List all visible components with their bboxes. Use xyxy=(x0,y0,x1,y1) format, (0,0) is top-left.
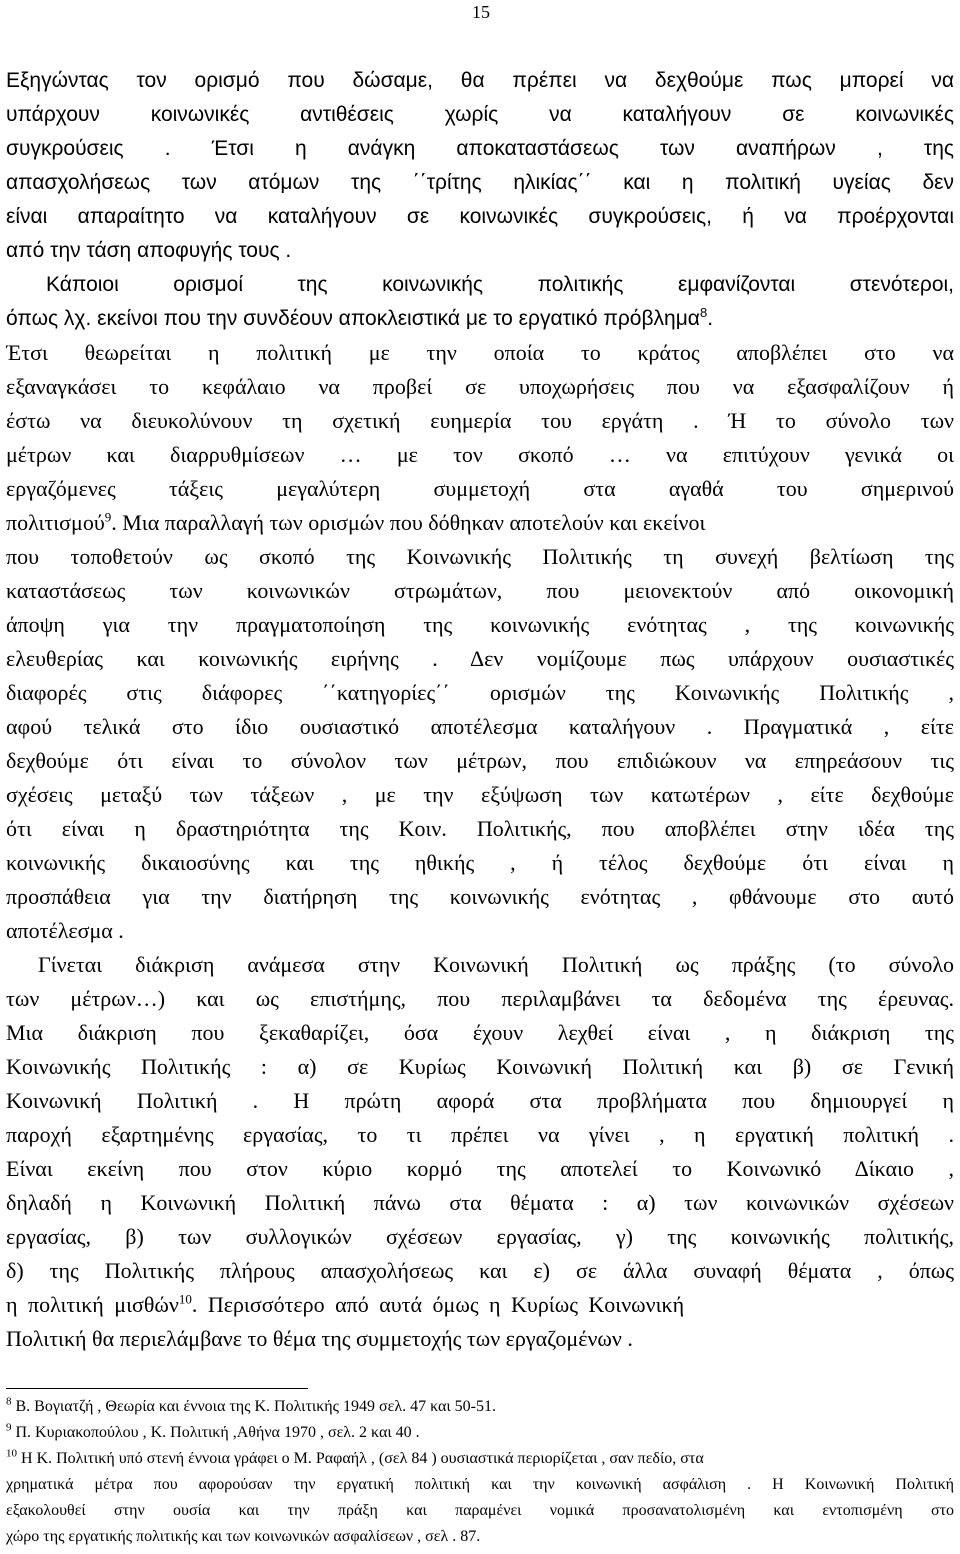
text-line: Έτσι θεωρείται η πολιτική με την οποία το κράτος αποβλέπει στο να xyxy=(6,340,954,365)
text-line: αποτέλεσμα . xyxy=(6,918,124,943)
text-line: που τοποθετούν ως σκοπό της Κοινωνικής Πολιτικής τη συνεχή βελτίωση της xyxy=(6,544,954,569)
line-text: όπως λχ. εκείνοι που την συνδέουν αποκλειστικά με το εργατικό πρόβλημα xyxy=(6,307,700,330)
text-line xyxy=(6,506,954,540)
text-line: Εξηγώντας τον ορισμό που δώσαμε, θα πρέπει να δεχθούμε πως μπορεί να xyxy=(6,69,954,92)
footnote-text: Β. Βογιατζή , Θεωρία και έννοια της Κ. Πολιτικής 1949 σελ. 47 και 50-51. xyxy=(15,1398,497,1415)
line-text: . Μια παραλλαγή των ορισμών που δόθηκαν αποτελούν και εκείνοι xyxy=(111,510,706,535)
line-text: πολιτισμού xyxy=(6,510,105,535)
footnote-continuation: χρηματικά μέτρα που αφορούσαν την εργατική πολιτική και την κοινωνική ασφάλιση . Η Κοινωνική Πολιτική xyxy=(6,1476,954,1493)
text-line: έστω να διευκολύνουν τη σχετική ευημερία του εργάτη . Ή το σύνολο των xyxy=(6,408,954,433)
text-line: Είναι εκείνη που στον κύριο κορμό της αποτελεί το Κοινωνικό Δίκαιο , xyxy=(6,1156,954,1181)
footnote xyxy=(6,1394,954,1420)
footnote xyxy=(6,1446,954,1472)
text-line: των μέτρων…) και ως επιστήμης, που περιλαμβάνει τα δεδομένα της έρευνας. xyxy=(6,986,954,1011)
footnote-ref: 8 xyxy=(699,305,708,320)
page-number: 15 xyxy=(472,2,490,22)
text-line: διαφορές στις διάφορες ΄΄κατηγορίες΄΄ ορισμών της Κοινωνικής Πολιτικής , xyxy=(6,680,954,705)
text-line: Γίνεται διάκριση ανάμεσα στην Κοινωνική Πολιτική ως πράξης (το σύνολο xyxy=(38,952,954,977)
text-line: απασχολήσεως των ατόμων της ΄΄τρίτης ηλικίας΄΄ και η πολιτική υγείας δεν xyxy=(6,171,954,194)
footnote-separator xyxy=(6,1388,308,1389)
text-line: είναι απαραίτητο να καταλήγουν σε κοινωνικές συγκρούσεις, ή να προέρχονται xyxy=(6,205,954,228)
text-line: σχέσεις μεταξύ των τάξεων , με την εξύψωση των κατωτέρων , είτε δεχθούμε xyxy=(6,782,954,807)
text-line: μέτρων και διαρρυθμίσεων … με τον σκοπό … να επιτύχουν γενικά οι xyxy=(6,442,954,467)
text-line: κοινωνικής δικαιοσύνης και της ηθικής , ή τέλος δεχθούμε ότι είναι η xyxy=(6,850,954,875)
footnote xyxy=(6,1420,954,1446)
text-line: εργαζόμενες τάξεις μεγαλύτερη συμμετοχή στα αγαθά του σημερινού xyxy=(6,476,954,501)
text-line xyxy=(6,302,954,336)
text-line: Κοινωνικής Πολιτικής : α) σε Κυρίως Κοινωνική Πολιτική και β) σε Γενική xyxy=(6,1054,954,1079)
footnote-continuation: εξακολουθεί στην ουσία και την πράξη και παραμένει νομικά προσανατολισμένη και εντοπισμένη στο xyxy=(6,1502,954,1519)
text-line: αφού τελικά στο ίδιο ουσιαστικό αποτέλεσμα καταλήγουν . Πραγματικά , είτε xyxy=(6,714,954,739)
text-line: ελευθερίας και κοινωνικής ειρήνης . Δεν νομίζουμε πως υπάρχουν ουσιαστικές xyxy=(6,646,954,671)
footnote-text: Η Κ. Πολιτική υπό στενή έννοια γράφει ο Μ. Ραφαήλ , (σελ 84 ) ουσιαστικά περιορίζεται , σαν πεδίο, στα xyxy=(21,1450,704,1467)
text-line: υπάρχουν κοινωνικές αντιθέσεις χωρίς να καταλήγουν σε κοινωνικές xyxy=(6,103,954,126)
text-line: καταστάσεως των κοινωνικών στρωμάτων, που μειονεκτούν από οικονομική xyxy=(6,578,954,603)
footnote-text: Π. Κυριακοπούλου , Κ. Πολιτική ,Αθήνα 1970 , σελ. 2 και 40 . xyxy=(15,1424,420,1441)
text-line: εξαναγκάσει το κεφάλαιο να προβεί σε υποχωρήσεις που να εξασφαλίζουν ή xyxy=(6,374,954,399)
text-line: συγκρούσεις . Έτσι η ανάγκη αποκαταστάσεως των αναπήρων , της xyxy=(6,137,954,160)
text-line: δ) της Πολιτικής πλήρους απασχολήσεως και ε) σε άλλα συναφή θέματα , όπως xyxy=(6,1258,954,1283)
footnote-number: 8 xyxy=(6,1395,12,1408)
footnote-ref: 10 xyxy=(178,1291,192,1307)
line-text: η πολιτική μισθών xyxy=(6,1292,179,1317)
footnote-number: 10 xyxy=(6,1447,17,1460)
text-line: δηλαδή η Κοινωνική Πολιτική πάνω στα θέματα : α) των κοινωνικών σχέσεων xyxy=(6,1190,954,1215)
text-line: Κοινωνική Πολιτική . Η πρώτη αφορά στα προβλήματα που δημιουργεί η xyxy=(6,1088,954,1113)
text-line: προσπάθεια για την διατήρηση της κοινωνικής ενότητας , φθάνουμε στο αυτό xyxy=(6,884,954,909)
footnote-continuation: χώρο της εργατικής πολιτικής και των κοινωνικών ασφαλίσεων , σελ . 87. xyxy=(6,1528,481,1545)
line-text: . xyxy=(707,307,714,330)
line-text: . Περισσότερο από αυτά όμως η Κυρίως Κοινωνική xyxy=(191,1292,685,1317)
text-line: Κάποιοι ορισμοί της κοινωνικής πολιτικής εμφανίζονται στενότεροι, xyxy=(46,273,954,296)
text-line: Μια διάκριση που ξεκαθαρίζει, όσα έχουν λεχθεί είναι , η διάκριση της xyxy=(6,1020,954,1045)
text-line: εργασίας, β) των συλλογικών σχέσεων εργασίας, γ) της κοινωνικής πολιτικής, xyxy=(6,1224,954,1249)
footnote-ref: 9 xyxy=(104,509,112,525)
text-line xyxy=(6,1288,954,1322)
text-line: άποψη για την πραγματοποίηση της κοινωνικής ενότητας , της κοινωνικής xyxy=(6,612,954,637)
text-line: ότι είναι η δραστηριότητα της Κοιν. Πολιτικής, που αποβλέπει στην ιδέα της xyxy=(6,816,954,841)
text-line: Πολιτική θα περιελάμβανε το θέμα της συμμετοχής των εργαζομένων . xyxy=(6,1326,633,1351)
text-line: από την τάση αποφυγής τους . xyxy=(6,239,292,262)
footnote-number: 9 xyxy=(6,1421,12,1434)
text-line: δεχθούμε ότι είναι το σύνολον των μέτρων, που επιδιώκουν να επηρεάσουν τις xyxy=(6,748,954,773)
text-line: παροχή εξαρτημένης εργασίας, το τι πρέπει να γίνει , η εργατική πολιτική . xyxy=(6,1122,954,1147)
